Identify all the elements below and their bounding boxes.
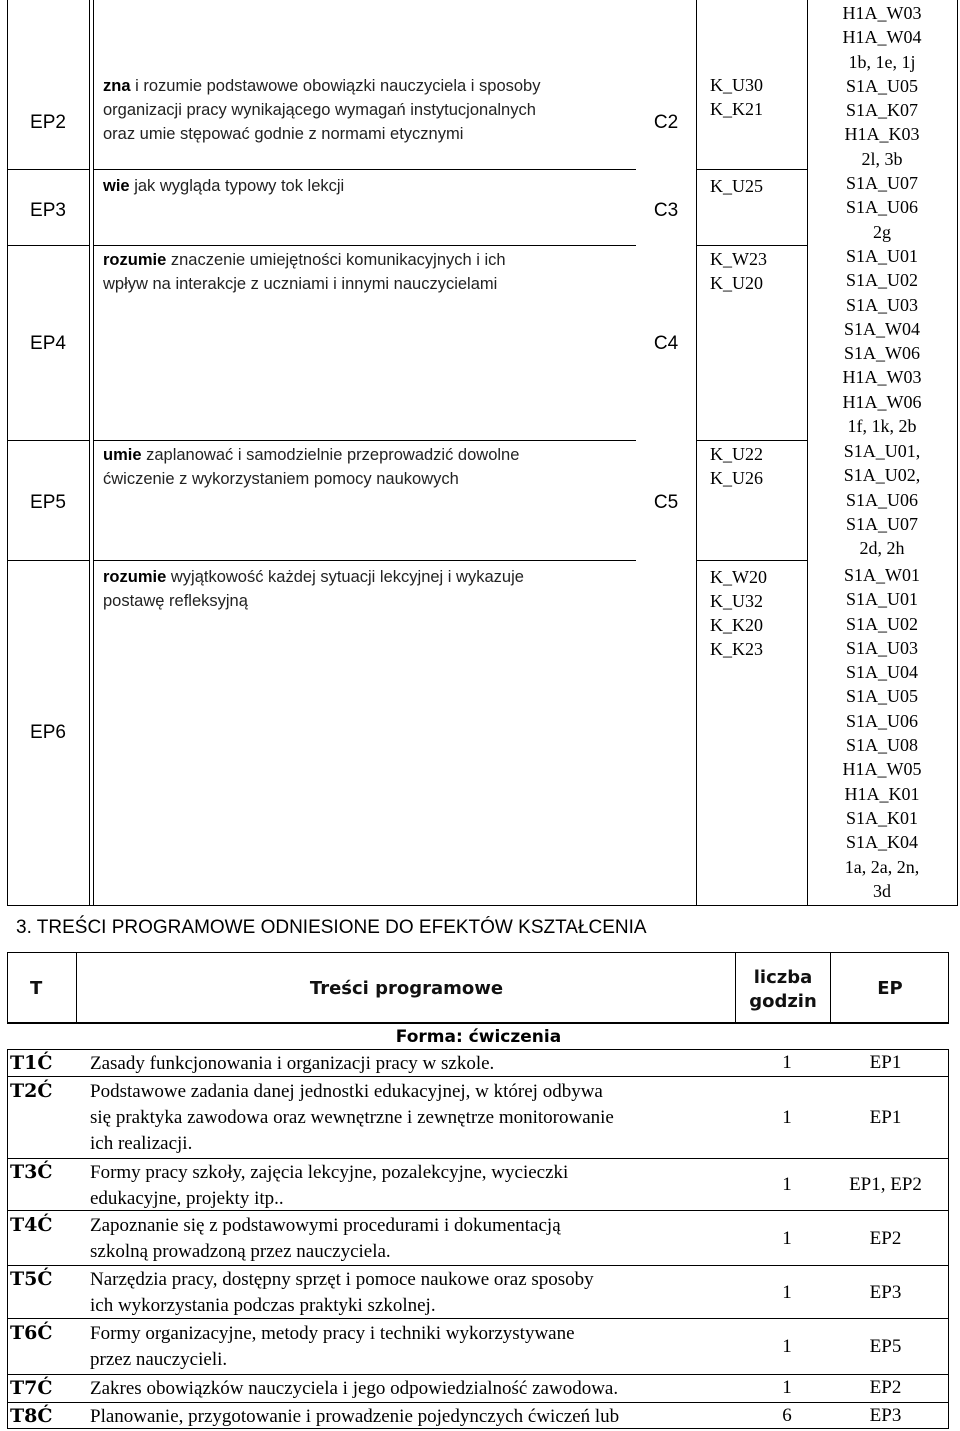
row-divider [7, 245, 89, 246]
content-ep: EP1 [869, 1052, 902, 1073]
content-text: Formy organizacyjne, metody pracy i techniki wykorzystywane przez nauczycieli. [90, 1323, 575, 1370]
row-divider [93, 560, 636, 561]
content-text: Formy pracy szkoły, zajęcia lekcyjne, pozalekcyjne, wycieczki edukacyjne, projekty itp.. [90, 1162, 569, 1209]
content-hours: 6 [782, 1405, 792, 1426]
area-effects-cell: S1A_U01 S1A_U02 S1A_U03 S1A_W04 S1A_W06 H1A_W03 H1A_W06 1f, 1k, 2b [842, 246, 922, 437]
row-divider [93, 440, 636, 441]
row-divider [696, 169, 808, 170]
content-id: T8Ć [10, 1405, 53, 1427]
content-hours: 1 [782, 1174, 792, 1195]
row-divider [7, 1374, 949, 1375]
content-ep: EP1, EP2 [849, 1174, 922, 1195]
outcome-description [103, 74, 633, 146]
area-effects-cell: S1A_U01, S1A_U02, S1A_U06 S1A_U07 2d, 2h [843, 441, 921, 559]
col-gap [636, 0, 637, 906]
content-text: Zakres obowiązków nauczyciela i jego odpowiedzialność zawodowa. [90, 1378, 619, 1399]
row-divider [93, 169, 636, 170]
outcome-description [103, 174, 633, 198]
content-hours: 1 [782, 1282, 792, 1303]
content-ep: EP2 [869, 1228, 902, 1249]
content-hours: 1 [782, 1107, 792, 1128]
direction-effects-cell: K_U30 K_K21 [710, 75, 763, 119]
ep-cell: EP4 [30, 333, 66, 354]
ep-cell: EP2 [30, 112, 66, 133]
area-effects-cell: S1A_U07 S1A_U06 2g [845, 173, 918, 242]
content-id: T3Ć [10, 1161, 53, 1183]
content-text: Zapoznanie się z podstawowymi procedurami i dokumentacją szkolną prowadzoną przez nauczyciela. [90, 1215, 561, 1262]
direction-effects-cell: K_W23 K_U20 [710, 249, 767, 293]
direction-effects-cell: K_W20 K_U32 K_K20 K_K23 [710, 567, 767, 659]
content-id: T4Ć [10, 1214, 53, 1236]
row-divider [7, 1265, 949, 1266]
outcome-description [103, 248, 633, 296]
header-content: Treści programowe [309, 978, 504, 999]
content-ep: EP5 [869, 1336, 902, 1357]
content-id: T7Ć [10, 1377, 53, 1399]
form-label: Forma: ćwiczenia [395, 1027, 562, 1047]
content-id: T2Ć [10, 1080, 53, 1102]
row-divider [7, 169, 89, 170]
row-divider [696, 440, 808, 441]
area-effects-cell: H1A_W03 H1A_W04 1b, 1e, 1j S1A_U05 S1A_K07 H1A_K03 2l, 3b [842, 3, 922, 169]
content-hours: 1 [782, 1052, 792, 1073]
row-divider [7, 440, 89, 441]
outcome-lead: umie [103, 446, 142, 464]
section-title: 3. TREŚCI PROGRAMOWE ODNIESIONE DO EFEKTÓW KSZTAŁCENIA [16, 917, 647, 938]
content-hours: 1 [782, 1377, 792, 1398]
content-ep: EP1 [869, 1107, 902, 1128]
content-text: Narzędzia pracy, dostępny sprzęt i pomoce naukowe oraz sposoby ich wykorzystania podczas praktyki szkolnej. [90, 1269, 594, 1316]
content-text: Zasady funkcjonowania i organizacji pracy w szkole. [90, 1053, 495, 1074]
header-hours: liczba godzin [749, 967, 817, 1012]
content-id: T5Ć [10, 1268, 53, 1290]
col-divider [89, 0, 90, 906]
header-ep: EP [877, 978, 903, 999]
content-ep: EP3 [869, 1282, 902, 1303]
outcome-lead: rozumie [103, 568, 167, 586]
outcome-lead: zna [103, 77, 131, 95]
goal-cell: C3 [653, 200, 679, 221]
col-divider [93, 0, 94, 906]
ep-cell: EP5 [30, 492, 66, 513]
content-id: T1Ć [10, 1052, 53, 1074]
goal-cell: C4 [653, 333, 679, 354]
content-hours: 1 [782, 1336, 792, 1357]
outcome-lead: wie [103, 177, 130, 195]
goal-cell: C2 [653, 112, 679, 133]
outcome-text: wyjątkowość każdej sytuacji lekcyjnej i wykazuje postawę refleksyjną [103, 568, 524, 610]
outcome-text: zaplanować i samodzielnie przeprowadzić dowolne ćwiczenie z wykorzystaniem pomocy naukowych [103, 446, 520, 488]
row-divider [696, 245, 808, 246]
header-t: T [30, 978, 43, 999]
row-divider [7, 1049, 949, 1050]
content-id: T6Ć [10, 1322, 53, 1344]
col-divider [76, 952, 77, 1024]
row-divider [696, 560, 808, 561]
outcome-lead: rozumie [103, 251, 167, 269]
content-ep: EP2 [869, 1377, 902, 1398]
row-divider [93, 245, 636, 246]
outcome-description [103, 443, 633, 491]
content-ep: EP3 [869, 1405, 902, 1426]
row-divider [7, 1402, 949, 1403]
content-hours: 1 [782, 1228, 792, 1249]
ep-cell: EP6 [30, 722, 66, 743]
ep-cell: EP3 [30, 200, 66, 221]
content-text: Podstawowe zadania danej jednostki edukacyjnej, w której odbywa się praktyka zawodowa oraz wewnętrzne i zewnętrze monitorowanie ich realizacji. [90, 1081, 614, 1154]
row-divider [7, 560, 89, 561]
outcome-description [103, 565, 633, 613]
direction-effects-cell: K_U22 K_U26 [710, 444, 763, 488]
row-divider [7, 1158, 949, 1159]
direction-effects-cell: K_U25 [710, 176, 763, 196]
outcome-text: i rozumie podstawowe obowiązki nauczyciela i sposoby organizacji pracy wynikającego wymagań instytucjonalnych oraz umie stępować godnie z normami etycznymi [103, 77, 541, 143]
area-effects-cell: S1A_W01 S1A_U01 S1A_U02 S1A_U03 S1A_U04 S1A_U05 S1A_U06 S1A_U08 H1A_W05 H1A_K01 S1A_K01 S1A_K04 1a, 2a, 2n, 3d [842, 565, 922, 901]
outcome-text: znaczenie umiejętności komunikacyjnych i ich wpływ na interakcje z uczniami i innymi nauczycielami [103, 251, 506, 293]
goal-cell: C5 [653, 492, 679, 513]
content-text: Planowanie, przygotowanie i prowadzenie pojedynczych ćwiczeń lub [90, 1406, 620, 1427]
outcome-text: jak wygląda typowy tok lekcji [134, 177, 345, 195]
